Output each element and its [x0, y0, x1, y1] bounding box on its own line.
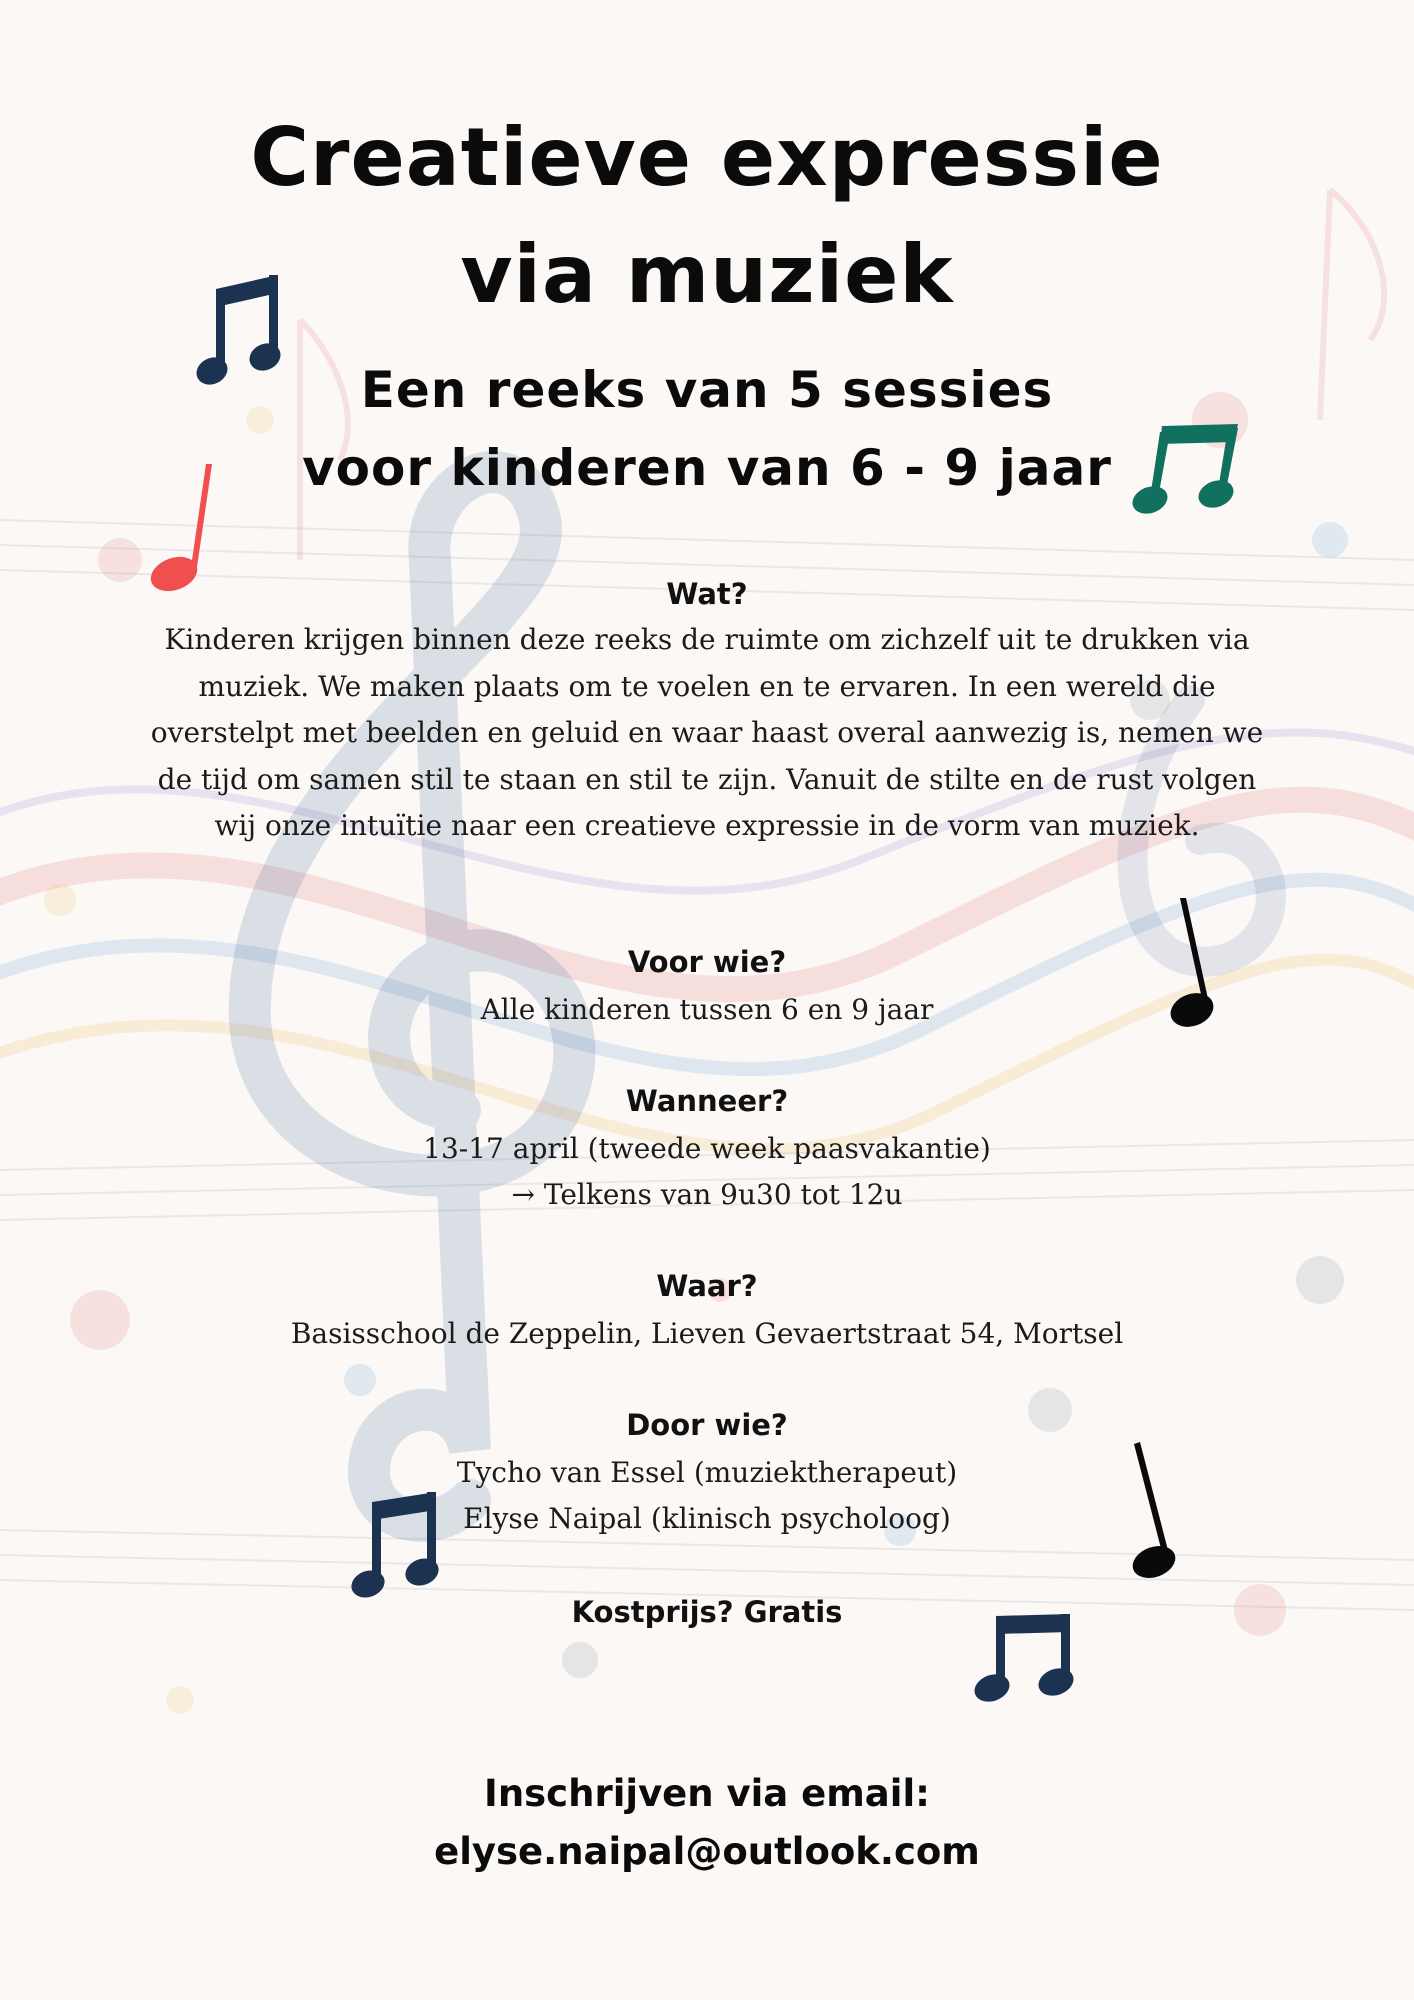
inschrijven-label: Inschrijven via email: [484, 1772, 930, 1815]
voor-wie-heading: Voor wie? [627, 945, 787, 979]
kostprijs-text: Kostprijs? Gratis [571, 1595, 843, 1629]
subtitle-line1: Een reeks van 5 sessies [360, 361, 1054, 419]
page-title-line2: via muziek [460, 228, 954, 321]
door-wie-psychologist: Elyse Naipal (klinisch psycholoog) [463, 1502, 951, 1535]
beamed-eighth-notes-icon [974, 1612, 1074, 1704]
wanneer-times: → Telkens van 9u30 tot 12u [511, 1178, 903, 1211]
wanneer-dates: 13-17 april (tweede week paasvakantie) [423, 1132, 991, 1165]
subtitle-line2: voor kinderen van 6 - 9 jaar [302, 439, 1112, 497]
quarter-note-icon [1130, 1442, 1190, 1582]
door-wie-therapist: Tycho van Essel (muziektherapeut) [456, 1456, 958, 1489]
page-title-line1: Creatieve expressie [250, 111, 1164, 204]
waar-heading: Waar? [656, 1269, 758, 1303]
beamed-eighth-notes-icon [1130, 422, 1240, 514]
waar-address: Basisschool de Zeppelin, Lieven Gevaertstraat 54, Mortsel [290, 1317, 1124, 1350]
wat-description: Kinderen krijgen binnen deze reeks de ruimte om zichzelf uit te drukken via muziek. We maken plaats om te voelen en te ervaren. In een wereld die overstelpt met beelden en geluid en waar haast overal aanwezig is, nemen we de tijd om samen stil te staan en stil te zijn. Vanuit de stilte en de rust volgen wij onze intuïtie naar een creatieve expressie in de vorm van muziek. [150, 623, 1264, 842]
contact-email-link[interactable]: elyse.naipal@outlook.com [434, 1830, 980, 1873]
door-wie-heading: Door wie? [626, 1408, 788, 1442]
beamed-eighth-notes-icon [350, 1490, 442, 1602]
wat-heading: Wat? [666, 577, 748, 611]
voor-wie-text: Alle kinderen tussen 6 en 9 jaar [480, 993, 934, 1026]
quarter-note-icon [148, 462, 218, 594]
quarter-note-icon [1168, 896, 1228, 1032]
wanneer-heading: Wanneer? [625, 1084, 789, 1118]
beamed-eighth-notes-icon [196, 273, 286, 393]
